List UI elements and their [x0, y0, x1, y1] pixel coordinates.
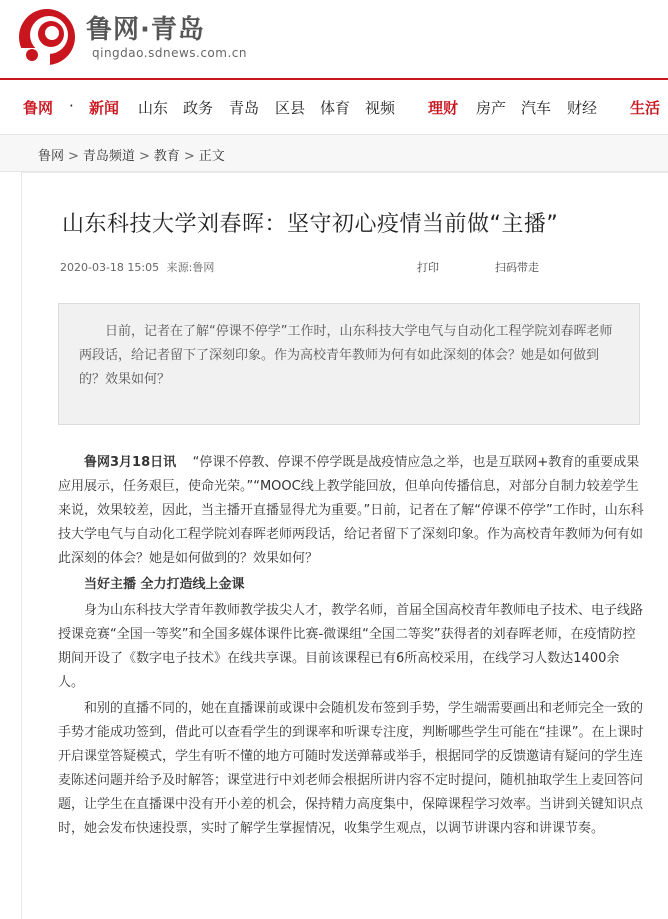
- breadcrumb-separator: >: [138, 149, 150, 164]
- breadcrumb-qingdao-channel[interactable]: 青岛频道: [82, 149, 135, 164]
- paragraph-text: “停课不停教、停课不停学既是战疫情应急之举，也是互联网+教育的重要成果应用展示，任务艰巨，使命光荣。”“MOOC线上教学能回放，但单向传播信息，对部分自制力较差学生来说，效果较差，因此，当主播开直播显得尤为重要。”日前，记者在了解“停课不停学”工作时，山东科技大学电气与自动化工程学院刘春晖老师两段话，给记者留下了深刻印象。作为高校青年教师为何有如此深刻的体会？她是如何做到的？效果如何？: [58, 455, 644, 566]
- nav-item-realestate[interactable]: 房产: [476, 99, 507, 117]
- breadcrumb-separator: >: [183, 149, 195, 164]
- breadcrumb-bar: [0, 134, 668, 172]
- nav-item-life[interactable]: 生活: [630, 99, 661, 117]
- nav-item-sports[interactable]: 体育: [320, 99, 351, 117]
- article-source: 来源:鲁网: [166, 261, 215, 274]
- article-summary: 日前，记者在了解“停课不停学”工作时，山东科技大学电气与自动化工程学院刘春晖老师两段话，给记者留下了深刻印象。作为高校青年教师为何有如此深刻的体会？她是如何做到的？效果如何？: [58, 303, 640, 425]
- swirl-logo-icon[interactable]: [18, 8, 76, 66]
- nav-dot-separator: ·: [69, 97, 74, 115]
- article-paragraph: 身为山东科技大学青年教师教学拔尖人才，教学名师，首届全国高校青年教师电子技术、电子线路授课竞赛“全国一等奖”和全国多媒体课件比赛-微课组“全国二等奖”获得者的刘春晖老师，在疫情防控期间开设了《数字电子技术》在线共享课。目前该课程已有6所高校采用，在线学习人数达1400余人。: [58, 603, 644, 690]
- breadcrumb-current: 正文: [198, 149, 225, 164]
- nav-item-news[interactable]: 新闻: [89, 99, 120, 117]
- nav-item-auto[interactable]: 汽车: [521, 99, 552, 117]
- nav-item-video[interactable]: 视频: [365, 99, 396, 117]
- breadcrumb-education[interactable]: 教育: [153, 149, 180, 164]
- article-date: 2020-03-18 15:05: [60, 261, 160, 274]
- main-nav: [0, 78, 668, 134]
- nav-item-districts[interactable]: 区县: [275, 99, 306, 117]
- article-body: [58, 451, 644, 843]
- nav-item-finance[interactable]: 理财: [428, 99, 459, 117]
- article-container: [21, 172, 668, 919]
- site-name[interactable]: 鲁网·青岛: [86, 15, 205, 45]
- dateline: 鲁网3月18日讯: [84, 455, 177, 470]
- scan-qr-button[interactable]: 扫码带走: [495, 261, 539, 274]
- breadcrumb-luwang[interactable]: 鲁网: [38, 149, 65, 164]
- breadcrumb: [38, 145, 225, 164]
- article-title: 山东科技大学刘春晖：坚守初心疫情当前做“主播”: [62, 212, 559, 237]
- nav-item-qingdao[interactable]: 青岛: [229, 99, 260, 117]
- breadcrumb-separator: >: [68, 149, 79, 164]
- section-heading: 当好主播 全力打造线上金课: [84, 577, 245, 592]
- article-paragraph: [58, 451, 644, 571]
- nav-item-government[interactable]: 政务: [183, 99, 214, 117]
- nav-item-luwang[interactable]: 鲁网: [23, 99, 54, 117]
- print-button[interactable]: 打印: [417, 261, 439, 274]
- article-meta: [60, 259, 218, 275]
- site-header: [0, 0, 668, 78]
- site-url: qingdao.sdnews.com.cn: [92, 46, 247, 60]
- article-paragraph: 和别的直播不同的，她在直播课前或课中会随机发布签到手势，学生端需要画出和老师完全一致的手势才能成功签到，借此可以查看学生的到课率和听课专注度，判断哪些学生可能在“挂课”。在上课时开启课堂答疑模式，学生有听不懂的地方可随时发送弹幕或举手，根据同学的反馈邀请有疑问的学生连麦陈述问题并给予及时解答；课堂进行中刘老师会根据所讲内容不定时提问，随机抽取学生上麦回答问题，让学生在直播课中没有开小差的机会，保持精力高度集中，保障课程学习效率。当讲到关键知识点时，她会发布快速投票，实时了解学生掌握情况，收集学生观点，以调节讲课内容和讲课节奏。: [58, 701, 644, 836]
- nav-item-shandong[interactable]: 山东: [138, 99, 169, 117]
- nav-item-economy[interactable]: 财经: [567, 99, 598, 117]
